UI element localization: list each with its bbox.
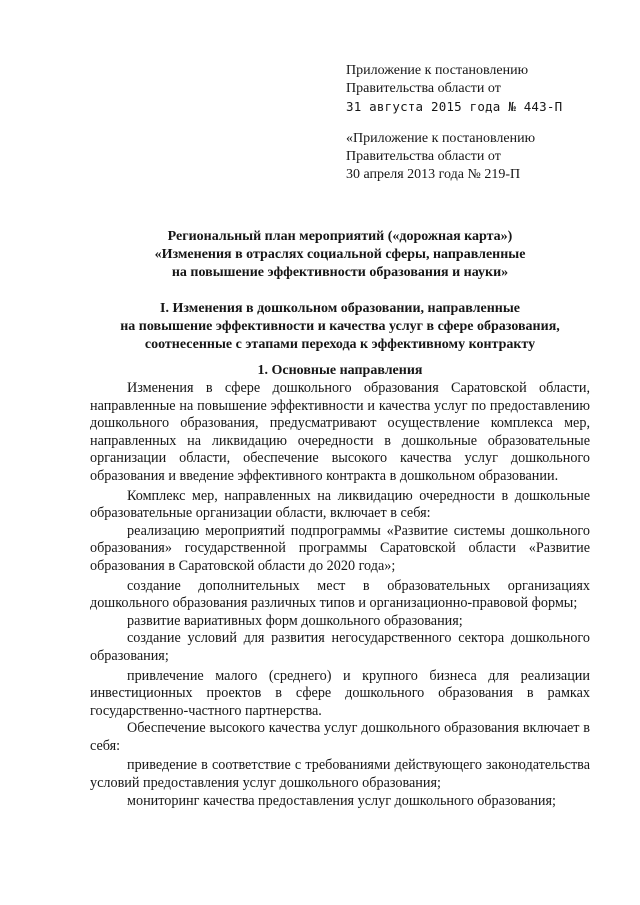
annex-reference-current (346, 62, 562, 116)
annex-reference-original (346, 130, 535, 184)
section-heading-line: I. Изменения в дошкольном образовании, направленные (160, 301, 520, 316)
annex-date-number: 31 августа 2015 года № 443-П (346, 99, 563, 114)
paragraph: Изменения в сфере дошкольного образования Саратовской области, направленные на повышение эффективности и качества услуг по предоставлению дошкольного образования, предусматривают осуществление комплекса мер, направленных на ликвидацию очередности в дошкольные образовательные организации области, обеспечение высокого качества услуг дошкольного образования и введение эффективного контракта в дошкольном образовании. (90, 380, 590, 484)
list-item: привлечение малого (среднего) и крупного бизнеса для реализации инвестиционных проектов в сфере дошкольного образования в рамках государственно-частного партнерства. (90, 667, 590, 719)
title-line: на повышение эффективности образования и науки» (171, 265, 509, 280)
title-line: «Изменения в отраслях социальной сферы, направленные (154, 247, 526, 262)
list-item: приведение в соответствие с требованиями действующего законодательства условий предоставления услуг дошкольного образования; (90, 757, 590, 792)
paragraph: Комплекс мер, направленных на ликвидацию очередности в дошкольные образовательные организации области, включает в себя: (90, 487, 590, 522)
document-title (90, 228, 590, 282)
annex-line: Правительства области от (346, 149, 501, 164)
subsection-heading: 1. Основные направления (257, 363, 423, 378)
list-item: создание дополнительных мест в образовательных организациях дошкольного образования различных типов и организационно-правовой формы; (90, 577, 590, 612)
list-item: создание условий для развития негосударственного сектора дошкольного образования; (90, 630, 590, 664)
list-item: развитие вариативных форм дошкольного образования; (127, 612, 463, 629)
section-heading (90, 300, 590, 354)
section-heading-line: соотнесенные с этапами перехода к эффективному контракту (144, 337, 536, 352)
list-item: мониторинг качества предоставления услуг дошкольного образования; (127, 792, 556, 809)
annex-date-number: 30 апреля 2013 года № 219-П (346, 167, 521, 182)
annex-line: Правительства области от (346, 81, 501, 96)
section-heading-line: на повышение эффективности и качества услуг в сфере образования, (120, 319, 560, 334)
paragraph: Обеспечение высокого качества услуг дошкольного образования включает в себя: (90, 720, 590, 754)
annex-line: Приложение к постановлению (346, 63, 529, 78)
title-line: Региональный план мероприятий («дорожная карта») (167, 229, 513, 244)
list-item: реализацию мероприятий подпрограммы «Развитие системы дошкольного образования» государственной программы Саратовской области «Развитие образования в Саратовской области до 2020 года»; (90, 522, 590, 574)
annex-line: «Приложение к постановлению (346, 131, 536, 146)
body-text (90, 380, 590, 810)
